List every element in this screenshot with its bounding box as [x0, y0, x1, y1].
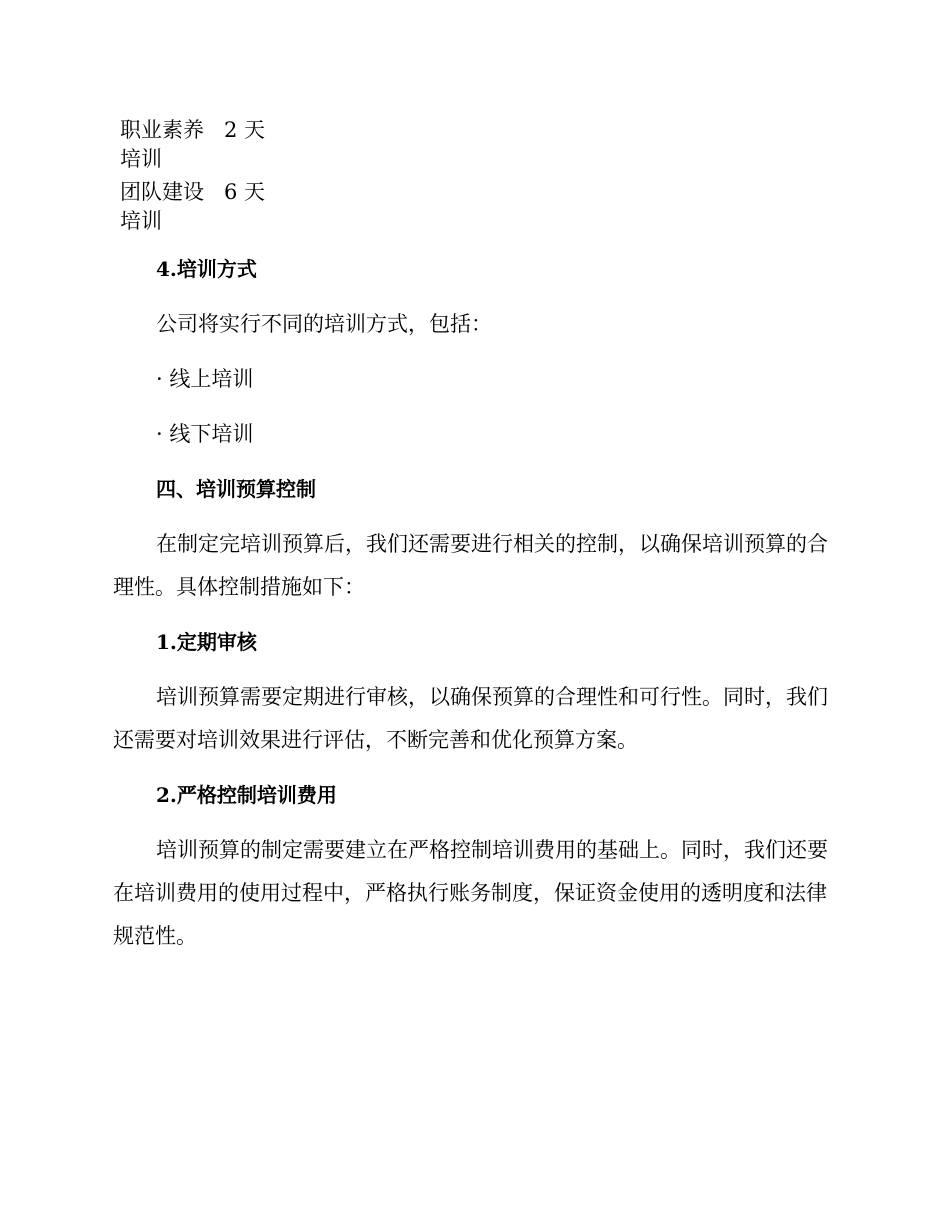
table-cell-course: 职业素养培训	[120, 118, 204, 171]
table-cell-days: 2 天	[224, 118, 266, 142]
training-days-table	[120, 116, 360, 236]
paragraph-strict-cost-control: 培训预算的制定需要建立在严格控制培训费用的基础上。同时，我们还要在培训费用的使用过程中，严格执行账务制度，保证资金使用的透明度和法律规范性。	[113, 838, 828, 948]
list-item-online: · 线上培训	[156, 367, 254, 391]
subheading-strict-cost-control: 2.严格控制培训费用	[156, 783, 337, 807]
table-row	[120, 116, 360, 174]
table-cell-days: 6 天	[224, 180, 266, 204]
paragraph-methods-intro: 公司将实行不同的培训方式，包括：	[156, 312, 492, 336]
table-row	[120, 178, 360, 236]
section-heading-training-methods: 4.培训方式	[156, 257, 257, 281]
table-cell-course: 团队建设培训	[120, 180, 204, 233]
paragraph-budget-control-intro: 在制定完培训预算后，我们还需要进行相关的控制，以确保培训预算的合理性。具体控制措施如下：	[113, 532, 828, 599]
subheading-periodic-review: 1.定期审核	[156, 630, 257, 654]
list-item-offline: · 线下培训	[156, 422, 254, 446]
document-body	[113, 248, 831, 958]
section-heading-budget-control: 四、培训预算控制	[156, 477, 316, 501]
paragraph-periodic-review: 培训预算需要定期进行审核，以确保预算的合理性和可行性。同时，我们还需要对培训效果进行评估，不断完善和优化预算方案。	[113, 685, 828, 752]
